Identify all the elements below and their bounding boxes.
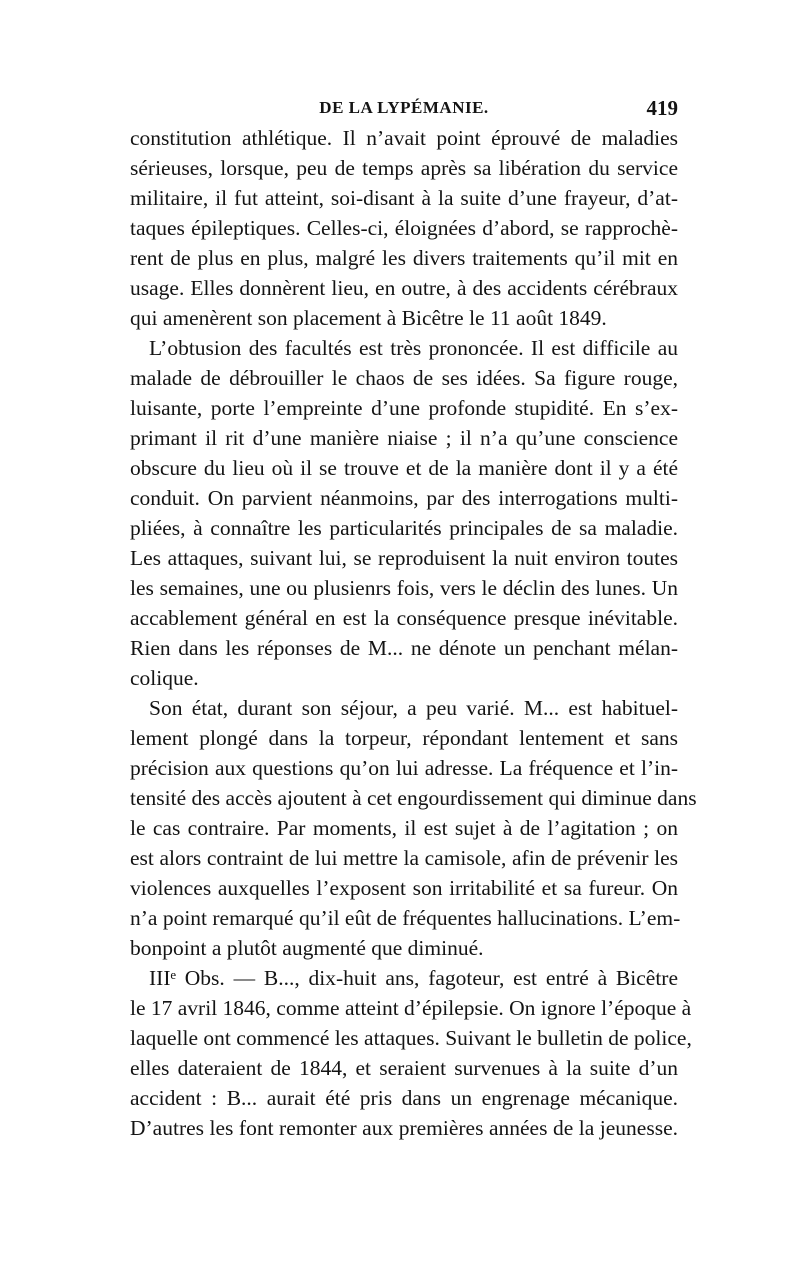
text-line: laquelle ont commencé les attaques. Suivant le bulletin de police, — [130, 1026, 692, 1050]
text-line: Les attaques, suivant lui, se reproduisent la nuit environ toutes — [130, 546, 678, 570]
text-line: luisante, porte l’empreinte d’une profonde stupidité. En s’ex- — [130, 396, 678, 420]
running-head — [130, 93, 678, 123]
text-line: bonpoint a plutôt augmenté que diminué. — [130, 936, 484, 960]
text-line: rent de plus en plus, malgré les divers traitements qu’il mit en — [130, 246, 678, 270]
text-line: usage. Elles donnèrent lieu, en outre, à des accidents cérébraux — [130, 276, 678, 300]
text-line: militaire, il fut atteint, soi-disant à la suite d’une frayeur, d’at- — [130, 186, 678, 210]
text-line: constitution athlétique. Il n’avait point éprouvé de maladies — [130, 126, 678, 150]
text-line: colique. — [130, 666, 199, 690]
text-line: violences auxquelles l’exposent son irritabilité et sa fureur. On — [130, 876, 678, 900]
text-line: les semaines, une ou plusienrs fois, vers le déclin des lunes. Un — [130, 576, 678, 600]
text-line: Son état, durant son séjour, a peu varié. M... est habituel- — [149, 696, 678, 720]
text-line: conduit. On parvient néanmoins, par des interrogations multi- — [130, 486, 678, 510]
text-line: malade de débrouiller le chaos de ses idées. Sa figure rouge, — [130, 366, 678, 390]
text-line: accident : B... aurait été pris dans un engrenage mécanique. — [130, 1086, 678, 1110]
text-line: tensité des accès ajoutent à cet engourdissement qui diminue dans — [130, 786, 697, 810]
text-line: L’obtusion des facultés est très prononcée. Il est difficile au — [149, 336, 678, 360]
page-number: 419 — [646, 96, 678, 120]
text-line: obscure du lieu où il se trouve et de la manière dont il y a été — [130, 456, 678, 480]
text-line: IIIᵉ Obs. — B..., dix-huit ans, fagoteur, est entré à Bicêtre — [149, 966, 678, 990]
text-line: lement plongé dans la torpeur, répondant lentement et sans — [130, 726, 678, 750]
text-line: accablement général en est la conséquence presque inévitable. — [130, 606, 678, 630]
running-title: DE LA LYPÉMANIE. — [319, 98, 489, 117]
text-line: pliées, à connaître les particularités principales de sa maladie. — [130, 516, 678, 540]
text-line: le 17 avril 1846, comme atteint d’épilepsie. On ignore l’époque à — [130, 996, 692, 1020]
text-line: n’a point remarqué qu’il eût de fréquentes hallucinations. L’em- — [130, 906, 681, 930]
text-line: D’autres les font remonter aux premières années de la jeunesse. — [130, 1116, 678, 1140]
text-line: le cas contraire. Par moments, il est sujet à de l’agitation ; on — [130, 816, 678, 840]
text-line: primant il rit d’une manière niaise ; il n’a qu’une conscience — [130, 426, 678, 450]
text-line: elles dateraient de 1844, et seraient survenues à la suite d’un — [130, 1056, 678, 1080]
text-line: sérieuses, lorsque, peu de temps après sa libération du service — [130, 156, 678, 180]
text-line: Rien dans les réponses de M... ne dénote un penchant mélan- — [130, 636, 678, 660]
text-line: est alors contraint de lui mettre la camisole, afin de prévenir les — [130, 846, 678, 870]
text-line: précision aux questions qu’on lui adresse. La fréquence et l’in- — [130, 756, 678, 780]
text-line: taques épileptiques. Celles-ci, éloignées d’abord, se rapprochè- — [130, 216, 678, 240]
text-line: qui amenèrent son placement à Bicêtre le 11 août 1849. — [130, 306, 607, 330]
